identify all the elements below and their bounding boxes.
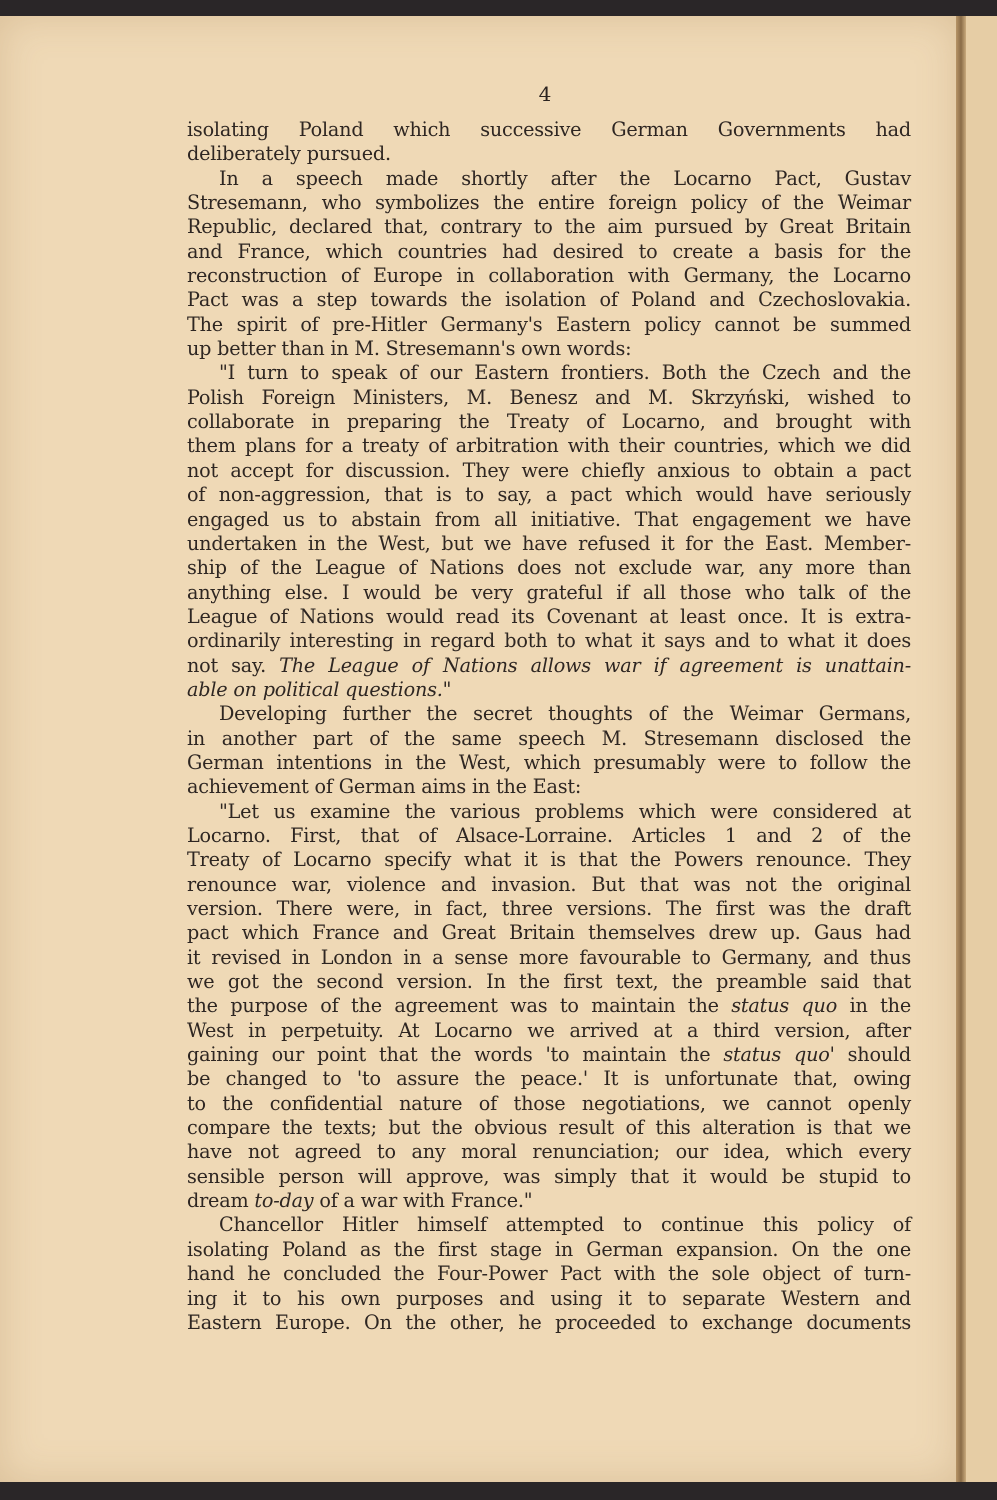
text-line: up better than in M. Stresemann's own words: [187,337,632,361]
text-line: Developing further the secret thoughts of the Weimar Germans, [219,702,911,726]
text-line: isolating Poland as the first stage in German expansion. On the one [187,1237,911,1261]
text-line: The spirit of pre-Hitler Germany's Eastern policy cannot be summed [187,312,911,336]
text-line: in another part of the same speech M. Stresemann disclosed the [187,726,911,750]
text-line: undertaken in the West, but we have refused it for the East. Member- [187,531,911,555]
text-line: engaged us to abstain from all initiative. That engagement we have [187,507,911,531]
text-line: the purpose of the agreement was to maintain the status quo in the [187,994,911,1018]
text-line: "Let us examine the various problems which were considered at [219,799,911,823]
text-line: version. There were, in fact, three versions. The first was the draft [187,897,911,920]
text-line: gaining our point that the words 'to maintain the status quo' should [187,1043,911,1067]
text-line: compare the texts; but the obvious result of this alteration is that we [187,1116,911,1140]
text-line: them plans for a treaty of arbitration with their countries, which we did [187,434,911,458]
text-line: League of Nations would read its Covenant at least once. It is extra- [187,604,911,628]
text-line: achievement of German aims in the East: [187,775,582,799]
text-line: deliberately pursued. [187,142,391,166]
text-line: isolating Poland which successive German Governments had [187,118,911,141]
text-line: able on political questions." [187,677,452,701]
text-line: German intentions in the West, which presumably were to follow the [187,750,911,774]
text-line: pact which France and Great Britain themselves drew up. Gaus had [187,921,911,945]
text-line: have not agreed to any moral renunciation; our idea, which every [187,1140,911,1164]
next-page-edge [966,16,997,1482]
text-line: not accept for discussion. They were chiefly anxious to obtain a pact [187,458,911,482]
text-line: ordinarily interesting in regard both to what it says and to what it does [187,629,911,653]
text-line: to the confidential nature of those negotiations, we cannot openly [187,1091,911,1115]
text-line: In a speech made shortly after the Locarno Pact, Gustav [219,166,911,190]
text-line: dream to-day of a war with France." [187,1189,533,1213]
text-line: Pact was a step towards the isolation of Poland and Czechoslovakia. [187,288,911,312]
text-line: sensible person will approve, was simply that it would be stupid to [187,1164,911,1188]
text-line: Eastern Europe. On the other, he proceeded to exchange documents [187,1310,911,1334]
text-line: not say. The League of Nations allows war if agreement is unattain- [187,653,912,677]
text-line: Stresemann, who symbolizes the entire foreign policy of the Weimar [187,191,911,215]
text-line: ship of the League of Nations does not exclude war, any more than [187,556,911,580]
text-line: Treaty of Locarno specify what it is that the Powers renounce. They [187,848,911,872]
text-line: it revised in London in a sense more favourable to Germany, and thus [187,945,911,969]
page-number: 4 [538,82,552,106]
text-line: and France, which countries had desired to create a basis for the [187,239,911,263]
text-line: West in perpetuity. At Locarno we arrived at a third version, after [187,1018,911,1042]
text-line: Chancellor Hitler himself attempted to continue this policy of [219,1213,911,1237]
text-line: hand he concluded the Four-Power Pact with the sole object of turn- [187,1262,911,1286]
text-line: Locarno. First, that of Alsace-Lorraine. Articles 1 and 2 of the [187,823,911,847]
text-line: be changed to 'to assure the peace.' It is unfortunate that, owing [187,1067,911,1091]
text-line: collaborate in preparing the Treaty of Locarno, and brought with [187,410,911,434]
text-line: of non-aggression, that is to say, a pact which would have seriously [187,483,911,507]
text-line: we got the second version. In the first text, the preamble said that [187,970,911,994]
text-line: "I turn to speak of our Eastern frontiers. Both the Czech and the [219,361,911,385]
text-line: renounce war, violence and invasion. But that was not the original [187,872,911,896]
text-line: reconstruction of Europe in collaboration with Germany, the Locarno [187,264,911,288]
text-line: Republic, declared that, contrary to the aim pursued by Great Britain [187,215,911,239]
text-line: anything else. I would be very grateful if all those who talk of the [187,580,911,604]
text-line: Polish Foreign Ministers, M. Benesz and M. Skrzyński, wished to [187,385,911,409]
text-line: ing it to his own purposes and using it to separate Western and [187,1286,911,1310]
body-text [187,118,911,1335]
page-fold [956,16,966,1482]
